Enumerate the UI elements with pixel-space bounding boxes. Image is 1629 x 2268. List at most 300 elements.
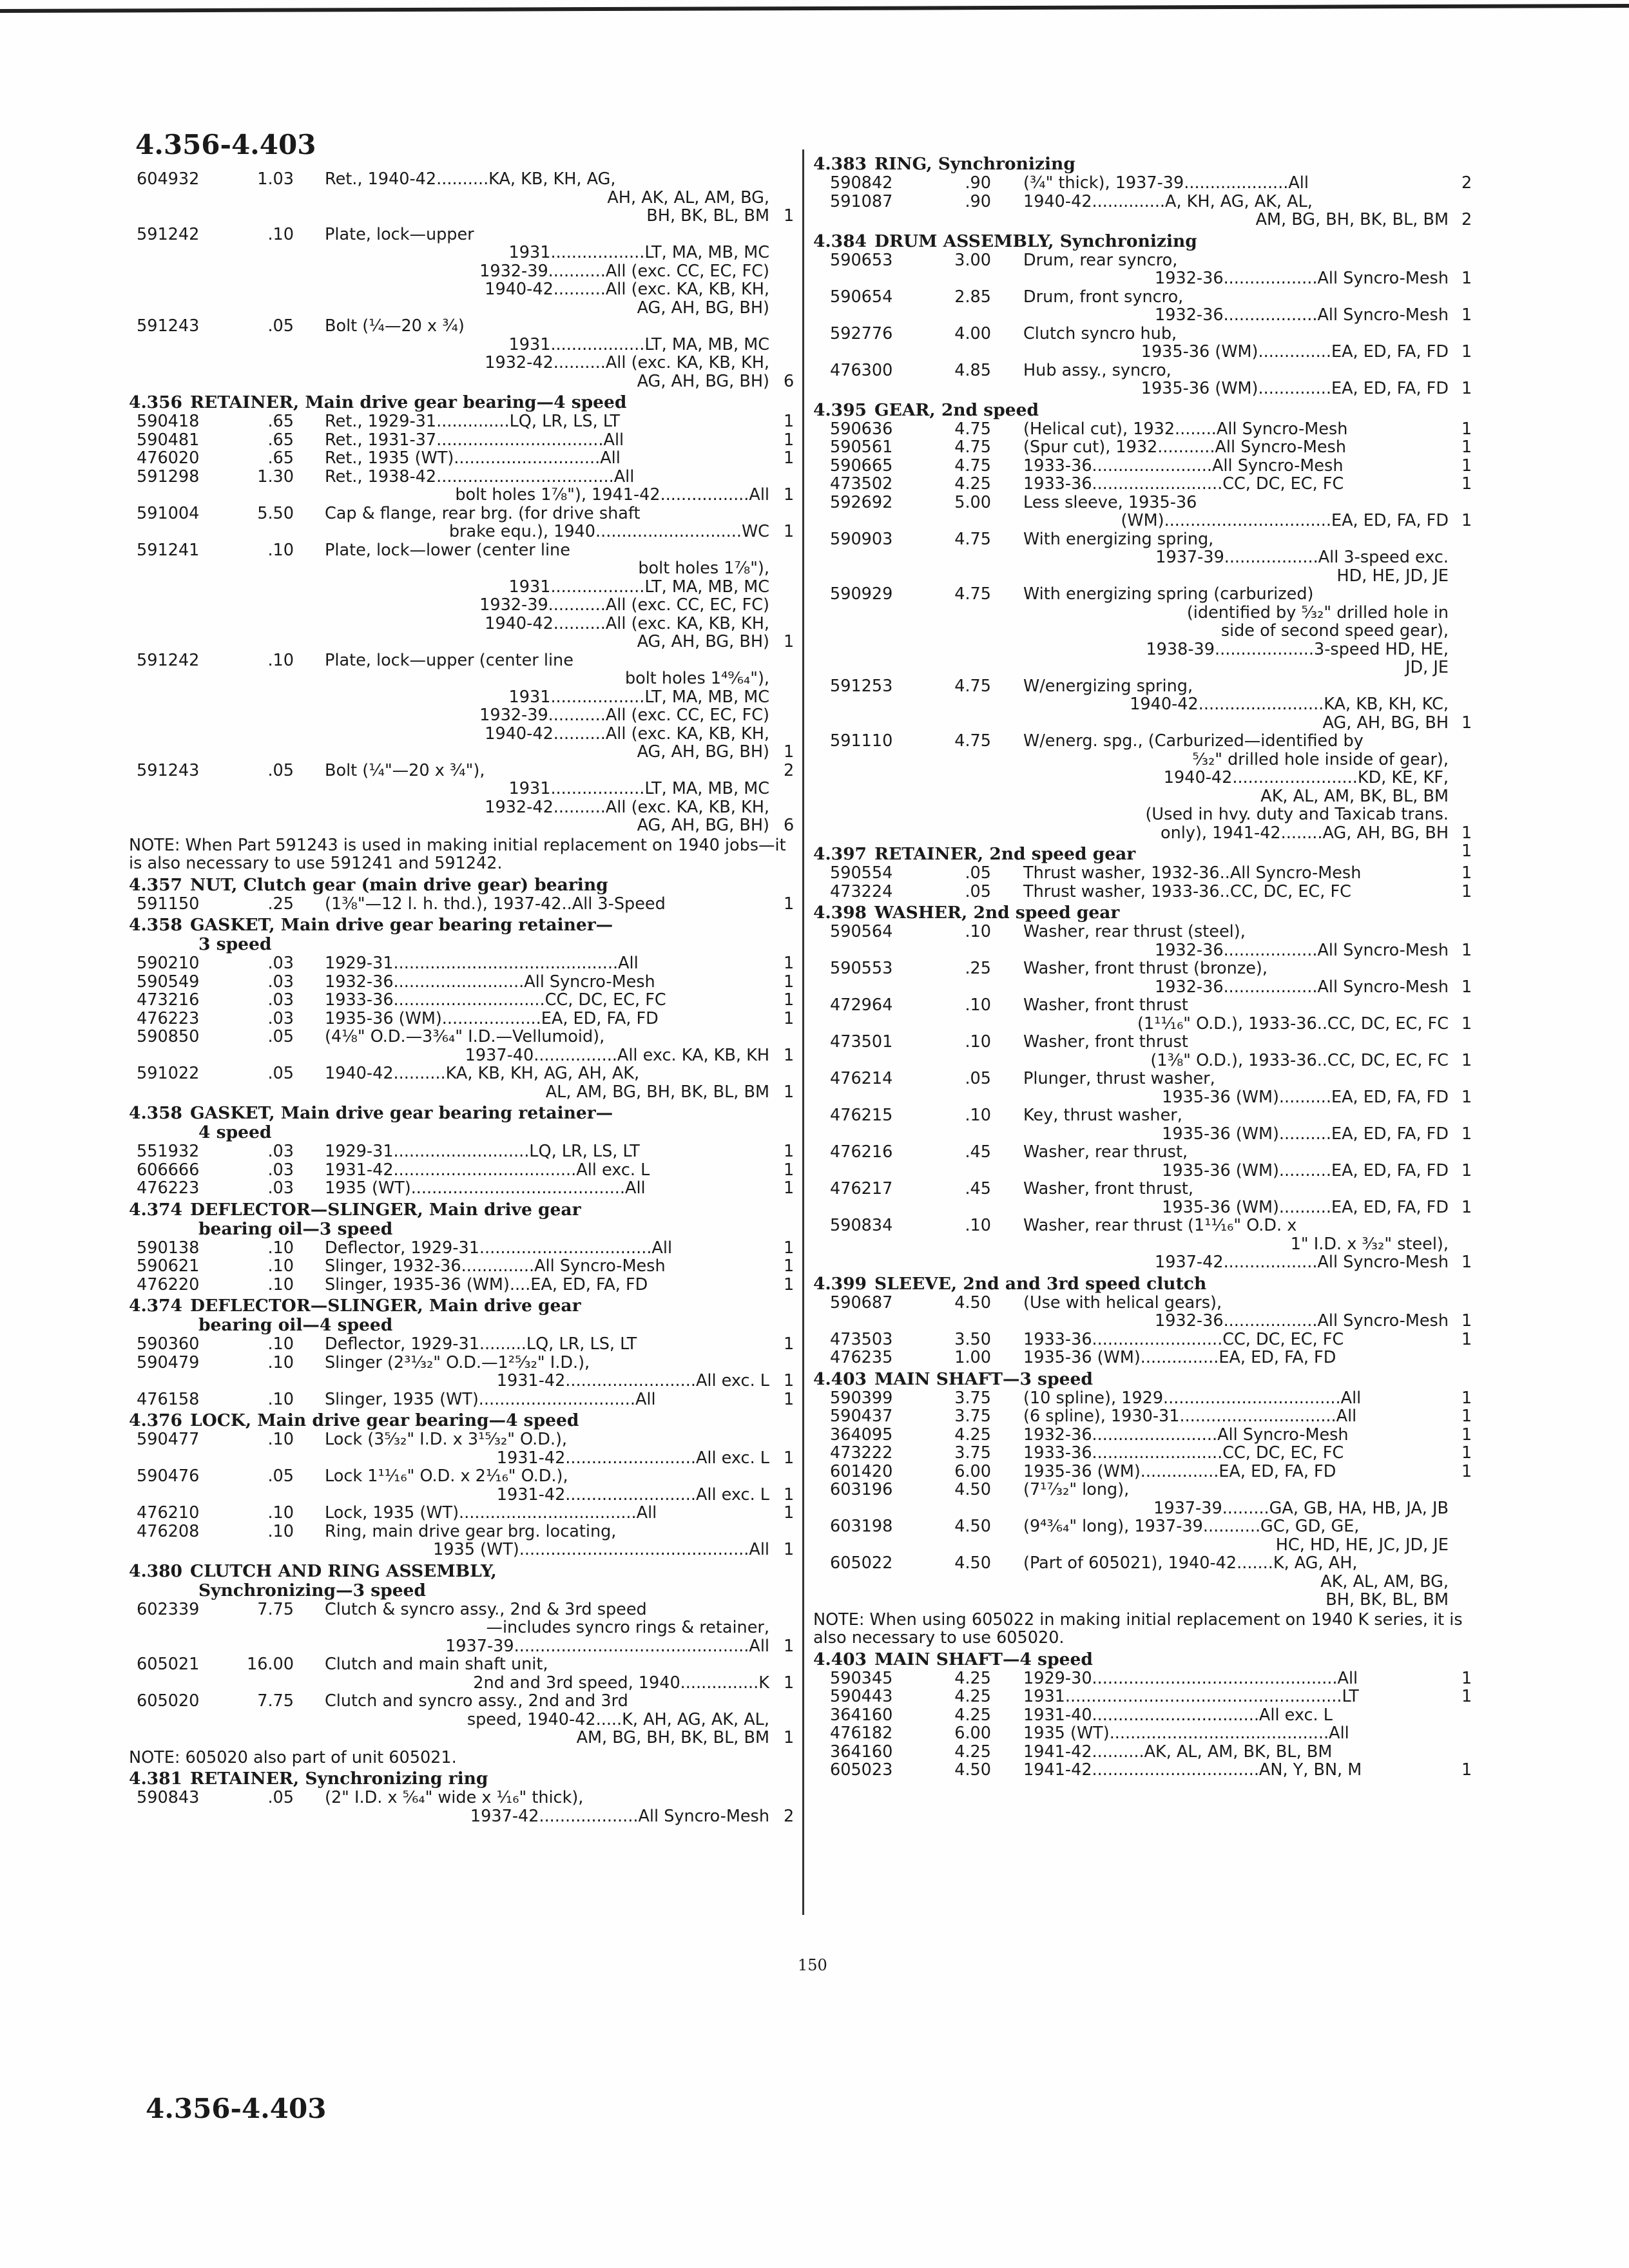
part-row <box>129 1600 799 1656</box>
part-number: 476216 <box>830 1142 893 1162</box>
part-row <box>813 1761 1481 1780</box>
section-title: MAIN SHAFT—3 speed <box>874 1369 1093 1389</box>
part-description <box>1023 1481 1449 1517</box>
description-line: 1931-42...................................All exc. L <box>325 1160 650 1180</box>
part-description <box>325 1504 769 1523</box>
description-line: 1935-36 (WM)...............EA, ED, FA, FD <box>1023 1348 1336 1367</box>
part-number: 476300 <box>830 360 893 380</box>
section-title: GEAR, 2nd speed <box>874 399 1039 420</box>
description-line: 1935-36 (WM)..........EA, ED, FA, FD <box>1162 1197 1449 1217</box>
quantity: 1 <box>1461 940 1472 960</box>
part-number: 605023 <box>830 1760 893 1780</box>
part-row <box>129 1523 799 1559</box>
description-line: 1932-36..................All Syncro-Mesh <box>1155 269 1449 288</box>
quantity: 1 <box>784 894 795 914</box>
part-number: 592692 <box>830 492 893 512</box>
part-number: 591004 <box>137 503 200 523</box>
description-line: 1935-36 (WM)...............EA, ED, FA, FD <box>1023 1461 1336 1481</box>
price: .05 <box>267 1027 294 1046</box>
description-line: 1933-36.........................CC, DC, EC, FC <box>1023 1443 1344 1463</box>
part-description <box>325 1028 769 1064</box>
part-description <box>1023 883 1449 901</box>
description-line: 1932-39...........All (exc. CC, EC, FC) <box>479 595 769 615</box>
part-row <box>129 1257 799 1276</box>
description-line: 1940-42..........All (exc. KA, KB, KH, <box>485 613 769 633</box>
price: .05 <box>267 1064 294 1083</box>
quantity: 1 <box>784 1389 795 1409</box>
quantity: 1 <box>784 990 795 1010</box>
quantity: 1 <box>1461 305 1472 325</box>
description-line: (1⅜"—12 l. h. thd.), 1937-42..All 3-Speed <box>325 894 666 914</box>
section-title: DEFLECTOR—SLINGER, Main drive gear <box>189 1296 581 1316</box>
section-title: DEFLECTOR—SLINGER, Main drive gear <box>189 1199 581 1220</box>
part-row <box>813 1349 1481 1367</box>
section-title: SLEEVE, 2nd and 3rd speed clutch <box>874 1273 1207 1294</box>
part-number: 473502 <box>830 474 893 494</box>
description-line: only), 1941-42........AG, AH, BG, BH <box>1161 823 1449 843</box>
quantity: 1 <box>1461 1050 1472 1070</box>
quantity: 1 <box>784 1238 795 1258</box>
part-row <box>129 541 799 651</box>
price: .03 <box>267 990 294 1010</box>
part-description <box>1023 1687 1449 1706</box>
description-line: Plunger, thrust washer, <box>1023 1069 1215 1088</box>
description-line: Hub assy., syncro, <box>1023 360 1171 380</box>
description-line: (7¹⁷⁄₃₂" long), <box>1023 1480 1130 1499</box>
part-number: 591243 <box>137 760 200 780</box>
price: .65 <box>267 448 294 468</box>
quantity: 1 1 <box>1461 823 1472 861</box>
part-number: 590418 <box>137 412 200 431</box>
section-number: 4.397 <box>813 844 867 864</box>
price: 4.25 <box>954 1687 991 1706</box>
description-line: Bolt (¼"—20 x ¾"), <box>325 760 485 780</box>
part-number: 590687 <box>830 1293 893 1312</box>
quantity: 2 <box>784 1806 795 1826</box>
price: 3.00 <box>954 250 991 270</box>
quantity: 1 <box>1461 456 1472 476</box>
price: 4.75 <box>954 731 991 751</box>
price: .10 <box>267 1256 294 1276</box>
description-line: Ret., 1935 (WT)............................All <box>325 448 621 468</box>
description-line: Deflector, 1929-31.................................All <box>325 1238 673 1258</box>
section-title: GASKET, Main drive gear bearing retainer— <box>189 915 613 935</box>
description-line: 1932-36..................All Syncro-Mesh <box>1155 305 1449 325</box>
description-line: Washer, rear thrust (1¹¹⁄₁₆" O.D. x <box>1023 1216 1297 1235</box>
description-line: AG, AH, BG, BH) <box>637 742 769 762</box>
price: 4.75 <box>954 676 991 696</box>
part-description <box>1023 475 1449 494</box>
section-number: 4.376 <box>129 1410 182 1430</box>
part-number: 473216 <box>137 990 200 1010</box>
part-row <box>813 1331 1481 1349</box>
quantity: 1 <box>784 430 795 450</box>
description-line: With energizing spring, <box>1023 529 1214 549</box>
part-row <box>813 193 1481 229</box>
part-row <box>129 895 799 914</box>
quantity: 1 <box>1461 881 1472 901</box>
price: .90 <box>965 173 991 193</box>
part-number: 476220 <box>137 1274 200 1294</box>
part-row <box>129 1161 799 1180</box>
description-line: 1937-42..................All Syncro-Mesh <box>1155 1253 1449 1272</box>
description-line: 1935-36 (WM)..............EA, ED, FA, FD <box>1141 342 1449 361</box>
part-row <box>129 1354 799 1390</box>
section-heading <box>813 845 1481 864</box>
part-number: 590138 <box>137 1238 200 1258</box>
quantity: 1 <box>1461 1197 1472 1217</box>
part-row <box>813 1706 1481 1725</box>
price: 4.50 <box>954 1553 991 1573</box>
part-description <box>325 651 769 762</box>
description-line: bolt holes 1⅞"), 1941-42.................All <box>455 485 769 505</box>
price: 4.50 <box>954 1293 991 1312</box>
part-row <box>813 288 1481 325</box>
section-number: 4.398 <box>813 903 867 923</box>
price: 3.75 <box>954 1407 991 1426</box>
part-description <box>325 991 769 1010</box>
description-line: Deflector, 1929-31.........LQ, LR, LS, LT <box>325 1334 637 1354</box>
part-row <box>129 317 799 390</box>
part-description <box>325 1064 769 1101</box>
price: .25 <box>965 959 991 978</box>
part-number: 590345 <box>830 1668 893 1688</box>
quantity: 1 <box>784 1008 795 1028</box>
part-description <box>1023 959 1449 996</box>
part-number: 590561 <box>830 437 893 457</box>
description-line: Washer, front thrust, <box>1023 1179 1194 1198</box>
description-line: (9⁴³⁄₆₄" long), 1937-39...........GC, GD, GE, <box>1023 1517 1360 1536</box>
quantity: 1 <box>1461 1311 1472 1331</box>
quantity: 1 <box>784 448 795 468</box>
description-line: (2" I.D. x ⁵⁄₆₄" wide x ⅟₁₆" thick), <box>325 1788 584 1807</box>
price: .10 <box>267 650 294 670</box>
part-number: 476235 <box>830 1348 893 1367</box>
page-heading-bottom: 4.356-4.403 <box>146 2093 327 2124</box>
description-line: 1932-39...........All (exc. CC, EC, FC) <box>479 261 769 281</box>
part-number: 476158 <box>137 1389 200 1409</box>
description-line: (Helical cut), 1932........All Syncro-Mesh <box>1023 419 1348 439</box>
quantity: 1 <box>1461 1760 1472 1780</box>
part-description <box>325 1692 769 1747</box>
part-description <box>1023 1216 1449 1272</box>
description-line: Drum, front syncro, <box>1023 287 1184 307</box>
part-row <box>129 1064 799 1101</box>
part-row <box>129 973 799 992</box>
quantity: 1 <box>784 1256 795 1276</box>
section-heading <box>129 1296 799 1335</box>
part-row <box>813 457 1481 476</box>
quantity: 1 <box>784 206 795 226</box>
description-line: 1935 (WT)............................................All <box>433 1540 769 1559</box>
part-row <box>129 1028 799 1064</box>
price: 4.25 <box>954 1668 991 1688</box>
description-line: 1929-31..........................LQ, LR, LS, LT <box>325 1142 640 1161</box>
description-line: 1938-39...................3-speed HD, HE, <box>1146 639 1449 659</box>
description-line: (¾" thick), 1937-39....................All <box>1023 173 1309 193</box>
description-line: Clutch syncro hub, <box>1023 323 1177 343</box>
description-line: 1932-42..........All (exc. KA, KB, KH, <box>485 353 769 372</box>
description-line: 1933-36.........................CC, DC, EC, FC <box>1023 474 1344 494</box>
description-line: 1933-36.......................All Syncro-Mesh <box>1023 456 1344 476</box>
part-number: 590443 <box>830 1687 893 1706</box>
price: .45 <box>965 1142 991 1162</box>
quantity: 1 <box>1461 1329 1472 1349</box>
part-number: 601420 <box>830 1461 893 1481</box>
part-row <box>129 1179 799 1198</box>
description-line: AK, AL, AM, BG, <box>1320 1571 1449 1591</box>
section-heading <box>129 916 799 954</box>
part-number: 591242 <box>137 650 200 670</box>
description-line: 1940-42..........KA, KB, KH, AG, AH, AK, <box>325 1064 640 1083</box>
description-line: 1932-36..................All Syncro-Mesh <box>1155 977 1449 997</box>
description-line: (Used in hvy. duty and Taxicab trans. <box>1145 805 1449 824</box>
price: .05 <box>267 1466 294 1486</box>
part-row <box>129 170 799 226</box>
part-description <box>325 895 769 914</box>
description-line: 1940-42..........All (exc. KA, KB, KH, <box>485 724 769 744</box>
part-description <box>1023 677 1449 733</box>
description-line: 1937-39.........GA, GB, HA, HB, JA, JB <box>1153 1498 1449 1518</box>
part-number: 604932 <box>137 169 200 189</box>
part-number: 591241 <box>137 540 200 560</box>
section-number: 4.358 <box>129 1103 182 1123</box>
description-line: AH, AK, AL, AM, BG, <box>607 187 769 207</box>
part-description <box>325 1179 769 1198</box>
part-number: 551932 <box>137 1142 200 1161</box>
part-row <box>129 954 799 973</box>
part-row <box>813 1407 1481 1426</box>
part-number: 476217 <box>830 1179 893 1198</box>
section-title-cont: 4 speed <box>198 1122 272 1142</box>
part-number: 591243 <box>137 316 200 336</box>
quantity: 1 <box>784 412 795 431</box>
description-line: bolt holes 1⅞"), <box>638 559 769 578</box>
part-description <box>325 1390 769 1409</box>
quantity: 1 <box>1461 713 1472 733</box>
price: 4.00 <box>954 323 991 343</box>
description-line: AK, AL, AM, BK, BL, BM <box>1260 786 1449 806</box>
part-number: 364095 <box>830 1425 893 1445</box>
description-line: 1935-36 (WM)..........EA, ED, FA, FD <box>1162 1160 1449 1180</box>
price: 4.25 <box>954 1705 991 1725</box>
part-number: 591087 <box>830 191 893 211</box>
part-description <box>325 1655 769 1692</box>
part-row <box>813 1743 1481 1762</box>
section-heading <box>813 903 1481 923</box>
part-description <box>1023 325 1449 361</box>
description-line: Clutch & syncro assy., 2nd & 3rd speed <box>325 1599 647 1619</box>
description-line: 1931-42.........................All exc. L <box>496 1485 769 1504</box>
part-number: 590850 <box>137 1027 200 1046</box>
section-number: 4.358 <box>129 915 182 935</box>
price: .10 <box>267 540 294 560</box>
part-description <box>325 1600 769 1656</box>
part-description <box>1023 1106 1449 1143</box>
section-number: 4.383 <box>813 154 867 174</box>
note-text: NOTE: 605020 also part of unit 605021. <box>129 1747 457 1767</box>
description-line: Thrust washer, 1932-36..All Syncro-Mesh <box>1023 863 1362 883</box>
part-description <box>325 1467 769 1504</box>
part-row <box>129 1430 799 1467</box>
part-number: 606666 <box>137 1160 200 1180</box>
section-title: GASKET, Main drive gear bearing retainer— <box>189 1103 613 1123</box>
part-number: 592776 <box>830 323 893 343</box>
part-description <box>1023 1554 1449 1610</box>
quantity: 1 <box>784 1503 795 1523</box>
description-line: 1931-42.........................All exc. L <box>496 1371 769 1390</box>
quantity: 1 <box>784 1160 795 1180</box>
part-number: 476182 <box>830 1724 893 1743</box>
part-row <box>813 325 1481 361</box>
part-description <box>1023 864 1449 883</box>
quantity: 1 <box>1461 437 1472 457</box>
part-description <box>1023 420 1449 439</box>
description-line: Ret., 1931-37................................All <box>325 430 624 450</box>
quantity: 1 <box>784 1636 795 1656</box>
description-line: AG, AH, BG, BH) <box>637 298 769 318</box>
part-number: 590653 <box>830 250 893 270</box>
part-number: 591298 <box>137 466 200 486</box>
quantity: 2 <box>1461 173 1472 193</box>
part-row <box>129 449 799 468</box>
note-text: NOTE: When Part 591243 is used in making initial replacement on 1940 jobs—it is also necessary to use 591241 and 591242. <box>129 835 786 873</box>
quantity: 1 <box>1461 1253 1472 1272</box>
description-line: Washer, rear thrust (steel), <box>1023 922 1246 941</box>
section-heading <box>129 1562 799 1600</box>
section-heading <box>129 1411 799 1430</box>
price: .03 <box>267 1160 294 1180</box>
description-line: BH, BK, BL, BM <box>1325 1590 1449 1610</box>
description-line: (Part of 605021), 1940-42.......K, AG, AH, <box>1023 1553 1358 1573</box>
part-row <box>813 1481 1481 1517</box>
section-heading <box>813 1650 1481 1669</box>
part-description <box>325 412 769 431</box>
quantity: 1 <box>1461 1687 1472 1706</box>
description-line: 1933-36.........................CC, DC, EC, FC <box>1023 1329 1344 1349</box>
description-line: Slinger (2³¹⁄₃₂" O.D.—1²⁵⁄₃₂" I.D.), <box>325 1352 590 1372</box>
section-title: WASHER, 2nd speed gear <box>874 903 1120 923</box>
description-line: 1937-39.............................................All <box>445 1636 769 1656</box>
part-number: 590399 <box>830 1388 893 1408</box>
description-line: 1937-40................All exc. KA, KB, KH <box>465 1045 769 1065</box>
part-number: 472964 <box>830 995 893 1015</box>
part-row <box>129 505 799 541</box>
part-description <box>1023 1349 1449 1367</box>
quantity: 1 <box>1461 1014 1472 1033</box>
description-line: Washer, rear thrust, <box>1023 1142 1188 1162</box>
description-line: bolt holes 1⁴⁹⁄₆₄"), <box>624 669 769 688</box>
description-line: —includes syncro rings & retainer, <box>486 1618 769 1637</box>
part-row <box>813 1463 1481 1481</box>
part-description <box>325 468 769 505</box>
part-number: 591253 <box>830 676 893 696</box>
part-number: 591110 <box>830 731 893 751</box>
part-description <box>1023 1033 1449 1070</box>
part-description <box>1023 923 1449 959</box>
description-line: 1935-36 (WM)..............EA, ED, FA, FD <box>1141 379 1449 398</box>
quantity: 1 <box>1461 1388 1472 1408</box>
price: .10 <box>965 1032 991 1052</box>
quantity: 1 2 <box>784 742 795 780</box>
description-line: 1932-36..................All Syncro-Mesh <box>1155 940 1449 960</box>
part-description <box>325 1335 769 1354</box>
part-row <box>129 1390 799 1409</box>
quantity: 1 <box>1461 977 1472 997</box>
price: .10 <box>267 224 294 244</box>
price: 4.75 <box>954 529 991 549</box>
description-line: brake equ.), 1940............................WC <box>448 522 769 541</box>
description-line: 1931..................LT, MA, MB, MC <box>508 687 769 707</box>
part-row <box>813 475 1481 494</box>
part-description <box>1023 1143 1449 1180</box>
part-row <box>813 1669 1481 1688</box>
part-description <box>325 1142 769 1161</box>
description-line: 1935 (WT).........................................All <box>325 1178 646 1198</box>
quantity: 1 <box>784 1540 795 1559</box>
description-line: Bolt (¼—20 x ¾) <box>325 316 465 336</box>
description-line: Ret., 1929-31..............LQ, LR, LS, LT <box>325 412 621 431</box>
price: 4.75 <box>954 584 991 604</box>
price: .10 <box>965 1216 991 1235</box>
part-number: 590360 <box>137 1334 200 1354</box>
section-number: 4.395 <box>813 399 867 420</box>
price: 4.85 <box>954 360 991 380</box>
description-line: Washer, front thrust (bronze), <box>1023 959 1268 978</box>
price: .10 <box>267 1430 294 1449</box>
part-description <box>1023 1743 1449 1762</box>
part-description <box>1023 1761 1449 1780</box>
quantity: 1 <box>784 522 795 541</box>
section-number: 4.403 <box>813 1649 867 1669</box>
part-row <box>813 438 1481 457</box>
description-line: speed, 1940-42.....K, AH, AG, AK, AL, <box>467 1709 769 1729</box>
quantity: 1 <box>784 972 795 992</box>
price: .03 <box>267 972 294 992</box>
part-row <box>813 996 1481 1033</box>
part-row <box>813 494 1481 530</box>
description-line: Less sleeve, 1935-36 <box>1023 492 1197 512</box>
section-number: 4.399 <box>813 1273 867 1294</box>
part-description <box>1023 251 1449 288</box>
part-description <box>1023 438 1449 457</box>
description-line: 1931-42.........................All exc. L <box>496 1448 769 1468</box>
part-number: 364160 <box>830 1742 893 1762</box>
section-title: LOCK, Main drive gear bearing—4 speed <box>189 1410 579 1430</box>
price: .10 <box>267 1503 294 1523</box>
part-row <box>129 1276 799 1294</box>
part-row <box>129 1335 799 1354</box>
part-number: 473501 <box>830 1032 893 1052</box>
quantity: 1 <box>784 1045 795 1065</box>
part-number: 473503 <box>830 1329 893 1349</box>
part-row <box>813 1426 1481 1445</box>
section-heading <box>813 1274 1481 1294</box>
price: 5.00 <box>954 492 991 512</box>
description-line: 1932-42..........All (exc. KA, KB, KH, <box>485 797 769 817</box>
quantity: 1 <box>1461 511 1472 530</box>
section-number: 4.380 <box>129 1561 182 1581</box>
part-row <box>813 883 1481 901</box>
description-line: 1929-30...............................................All <box>1023 1668 1358 1688</box>
description-line: Thrust washer, 1933-36..CC, DC, EC, FC <box>1023 881 1351 901</box>
section-heading <box>129 1200 799 1239</box>
quantity: 1 <box>784 1728 795 1747</box>
description-line: 1931..................LT, MA, MB, MC <box>508 243 769 262</box>
part-row <box>813 1294 1481 1331</box>
part-row <box>813 1070 1481 1106</box>
part-row <box>129 226 799 318</box>
